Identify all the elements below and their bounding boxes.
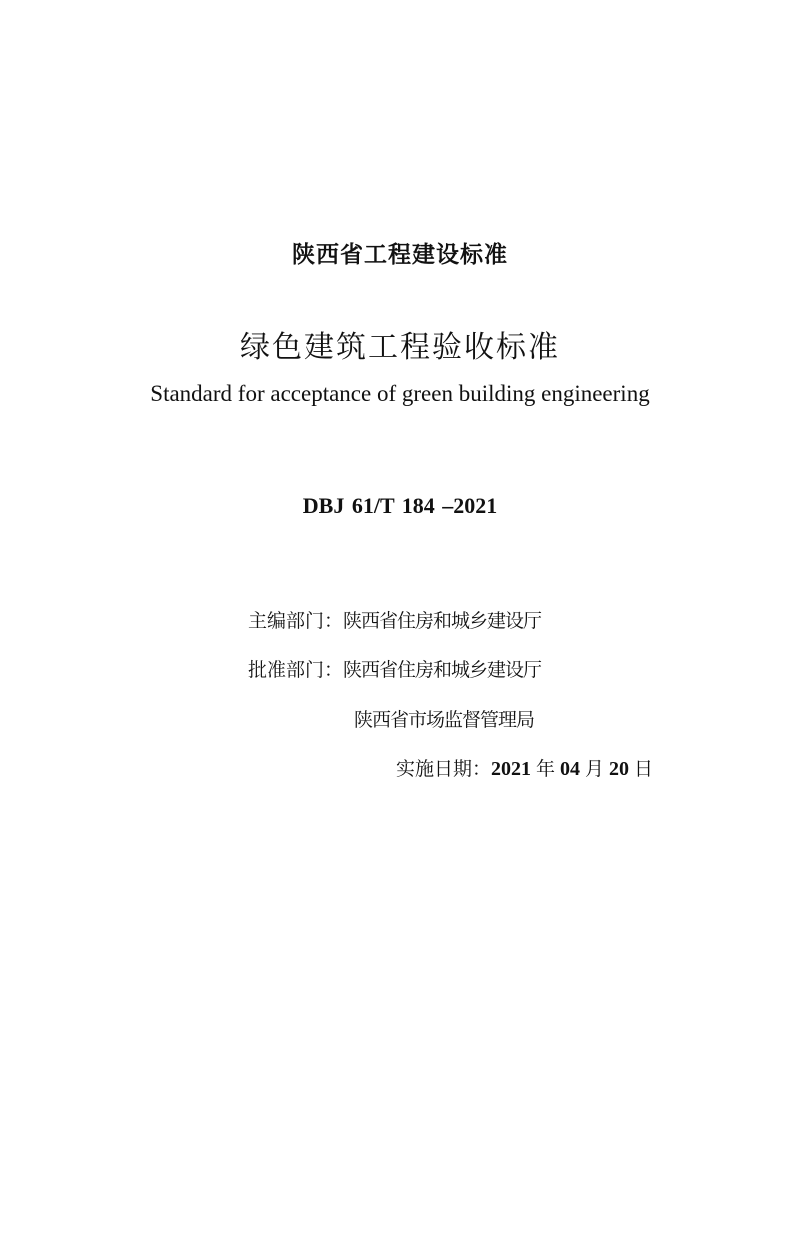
implementation-date-row bbox=[396, 754, 658, 781]
implementation-date-label: 实施日期： bbox=[396, 758, 492, 780]
editor-department-label: 主编部门： bbox=[248, 610, 344, 632]
day-unit: 日 bbox=[634, 758, 654, 780]
approval-department-value-2: 陕西省市场监督管理局 bbox=[354, 709, 535, 731]
standard-title-english: Standard for acceptance of green building engineering bbox=[150, 381, 650, 406]
month-unit: 月 bbox=[585, 758, 605, 780]
standard-code: DBJ 61/T 184 –2021 bbox=[302, 493, 498, 518]
standard-title-chinese: 绿色建筑工程验收标准 bbox=[240, 330, 560, 365]
editor-department-value: 陕西省住房和城乡建设厅 bbox=[343, 610, 542, 632]
implementation-month: 04 bbox=[560, 758, 581, 780]
approval-department-value-1: 陕西省住房和城乡建设厅 bbox=[343, 659, 542, 681]
implementation-year: 2021 bbox=[491, 758, 532, 780]
standard-series-title: 陕西省工程建设标准 bbox=[292, 242, 508, 268]
implementation-day: 20 bbox=[609, 758, 630, 780]
year-unit: 年 bbox=[536, 758, 556, 780]
editor-department-row bbox=[248, 606, 541, 633]
approval-department-label: 批准部门： bbox=[248, 659, 344, 681]
approval-department-row-2 bbox=[354, 705, 534, 732]
approval-department-row bbox=[248, 655, 541, 682]
